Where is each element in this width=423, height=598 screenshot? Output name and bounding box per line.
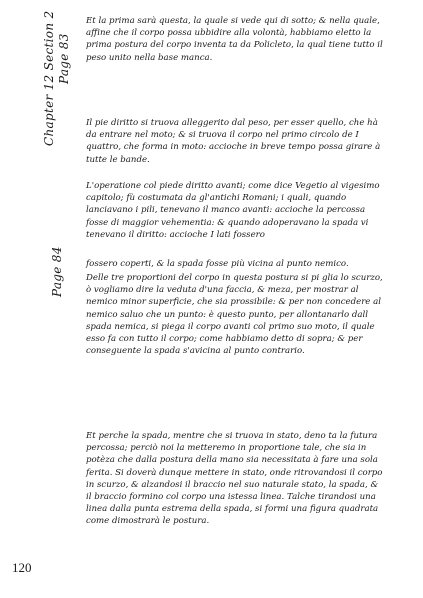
page-number: 120 [12, 560, 32, 575]
margin-note-page-84: Page 84 [50, 246, 64, 297]
margin-note-chapter: Chapter 12 Section 2 [42, 10, 56, 146]
paragraph-1: Et la prima sarà questa, la quale si vede qui di sotto; & nella quale, affine che il corpo possa ubbidire alla volontà, habbiamo eletto la prima postura del corpo inventa ta da Policleto, la qual tiene tutto il peso unito nella base manca. [86, 16, 383, 63]
paragraph-5: Delle tre proportioni del corpo in questa postura si pi glia lo scurzo, ò vogliamo dire la veduta d'una faccia, & meza, per mostrar al nemico minor superficie, che sia prossibile: & per non concedere al nemico saluo che un punto: è questo punto, per allontanarlo dall spada nemica, si piega il corpo avanti col primo suo moto, il quale esso fa con tutto il corpo; come habbiamo detto di sopra; & per conseguente la spada s'avicina al punto contrario. [86, 273, 383, 357]
paragraph-2: Il pie diritto si truova alleggerito dal peso, per esser quello, che hà da entrare nel moto; & si truova il corpo nel primo circolo de I quattro, che forma in moto: accioche in breve tempo possa girare à tutte le bande. [86, 118, 381, 165]
margin-note-page-83: Page 83 [57, 33, 71, 84]
paragraph-3: L'operatione col piede diritto avanti; come dice Vegetio al vigesimo capitolo; fù costumata da gl'antichi Romani; i quali, quando lanciavano i pili, tenevano il manco avanti: accioche la percossa fosse di maggior vehementia: & quando adoperavano la spada vi tenevano il diritto: accioche I lati fossero [86, 181, 380, 240]
paragraph-6: Et perche la spada, mentre che si truova in stato, deno ta la futura percossa; perciò noi la metteremo in proportione tale, che sia in potèza che dalla postura della mano sia necessitata à fare una sola ferita. Si doverà dunque mettere in stato, onde ritrovandosi il corpo in scurzo, & alzandosi il braccio nel suo naturale stato, la spada, & il braccio formino col corpo una istessa linea. Talche tirandosi una linea dalla punta estrema della spada, si formi una figura quadrata come dimostrarà le postura. [86, 431, 383, 527]
paragraph-4: fossero coperti, & la spada fosse più vicina al punto nemico. [86, 259, 349, 269]
